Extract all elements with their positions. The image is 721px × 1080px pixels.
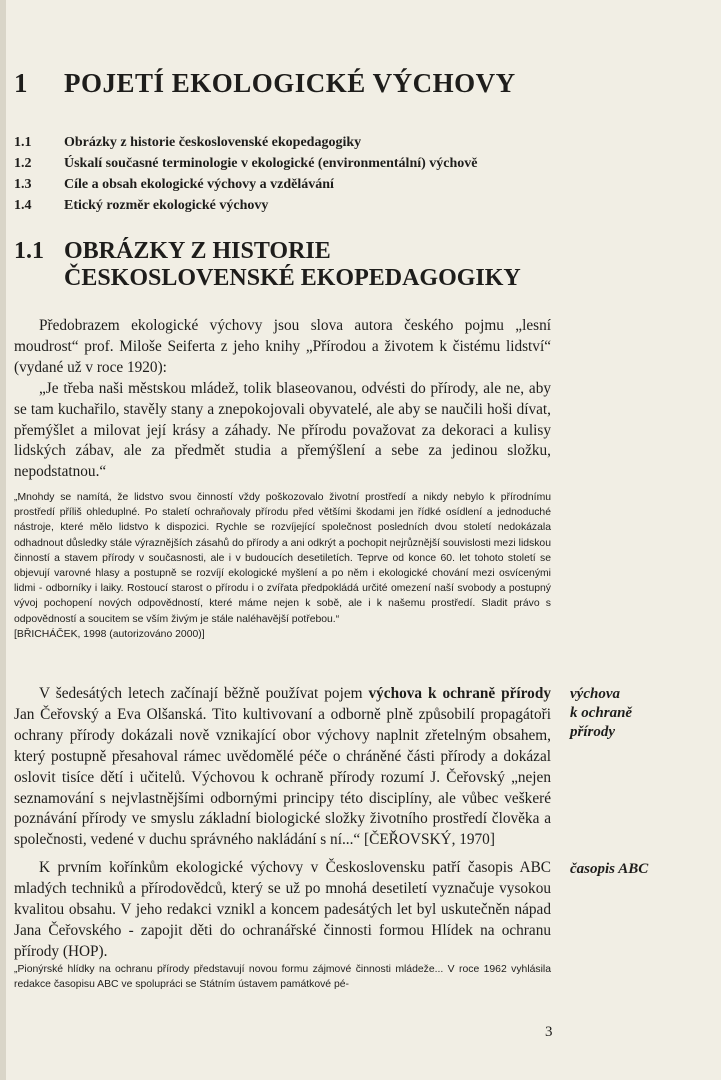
ochrana-text-rest: Jan Čeřovský a Eva Olšanská. Tito kultivovaní a odborně plně způsobilí propagátoři ochrany přírody dokázali nově vznikající obor výchovy naplnit zřetelným obsahem, který postupně přesahoval rámec uvědomělé péče o chráněné části přírody a dokázal oslovit tisíce dětí i učitelů. Výchovou k ochraně přírody rozumí J. Čeřovský „nejen seznamování s nejvlastnějšími odbornými principy této disciplíny, ale vůbec veškeré poznávání přírody ve smyslu základní biologické složky životního prostředí člověka a společnosti, vedené v duchu správného nakládání s ní...“ [ČEŘOVSKÝ, 1970] <box>14 705 551 849</box>
toc-item <box>14 174 478 195</box>
intro-paragraph: Předobrazem ekologické výchovy jsou slova autora českého pojmu „lesní moudrost“ prof. Miloše Seiferta z jeho knihy „Přírodou a životem k čistému lidství“ (vydané už v roce 1920): <box>14 317 551 376</box>
margin-note-line: přírody <box>570 724 615 740</box>
intro-block <box>14 316 551 483</box>
page-binding-edge <box>0 0 6 1080</box>
section-title-line2: ČESKOSLOVENSKÉ EKOPEDAGOGIKY <box>64 265 521 291</box>
section-heading <box>14 238 521 292</box>
page-number: 3 <box>545 1024 553 1040</box>
toc-item-number: 1.2 <box>14 156 32 171</box>
toc-item <box>14 195 478 216</box>
margin-note-line: výchova <box>570 686 620 702</box>
ochrana-block <box>14 684 551 851</box>
table-of-contents <box>14 132 478 216</box>
toc-item-title: Cíle a obsah ekologické výchovy a vzdělávání <box>64 177 334 192</box>
seifert-quote: „Je třeba naši městskou mládež, tolik blaseovanou, odvésti do přírody, ale ne, aby se tam kuchařilo, stavěly stany a znepokojovali obyvatelé, ale aby se naučili hoši dívat, přemýšlet a milovat její krásy a záhady. Ne přírodu považovat za dekoraci a kulisy lidských zábav, ale za předmět studia a přemýšlení a sebe za jedinou složku, nepodstatnou.“ <box>14 379 551 481</box>
ochrana-paragraph <box>14 684 551 851</box>
section-title-line1: OBRÁZKY Z HISTORIE <box>64 238 331 264</box>
hlidky-quote-block <box>14 962 551 992</box>
margin-note-line: k ochraně <box>570 705 633 721</box>
brichacek-citation: [BŘICHÁČEK, 1998 (autorizováno 2000)] <box>14 628 205 640</box>
ochrana-text-start: V šedesátých letech začínají běžně používat pojem <box>39 685 369 702</box>
toc-item <box>14 132 478 153</box>
brichacek-quote-block <box>14 490 551 642</box>
toc-item-number: 1.1 <box>14 135 32 150</box>
section-number: 1.1 <box>14 238 44 264</box>
brichacek-quote: „Mnohdy se namítá, že lidstvo svou činností vždy poškozovalo životní prostředí a nikdy nebylo k přírodnímu prostředí příliš ohleduplné. Po staletí ochraňovaly přírodu před většími škodami jen řídké osídlení a jednoduché nástroje, které mělo lidstvo k dispozici. Rychle se rozvíjející společnost posledních dvou století nedokázala odhadnout důsledky stále výraznějších zásahů do přírody a ani odkrýt a pochopit nejrůznější souvislosti mezi lidskou činností a stavem přírody v současnosti, ale i v budoucích desetiletích. Teprve od konce 60. let tohoto století se objevují varovné hlasy a postupně se rozvíjí ekologické myšlení a po něm i ekologické chování mezi osvícenými lidmi - odborníky i laiky. Rostoucí starost o přírodu i o zvířata předpokládá určité omezení naší svobody a postupný vývoj pochopení nových odpovědností, které máme nejen k sobě, ale i k našemu prostředí. Sladit právo s odpovědností a soucitem se vším živým je stále naléhavější potřebou.“ <box>14 492 551 625</box>
toc-item-number: 1.3 <box>14 177 32 192</box>
margin-note-abc: časopis ABC <box>570 861 649 877</box>
hlidky-quote: „Pionýrské hlídky na ochranu přírody představují novou formu zájmové činnosti mládeže... V roce 1962 vyhlásila redakce časopisu ABC ve spolupráci se Státním ústavem památkové pé- <box>14 964 551 991</box>
toc-item-title: Obrázky z historie československé ekopedagogiky <box>64 135 362 150</box>
abc-paragraph: K prvním kořínkům ekologické výchovy v Československu patří časopis ABC mladých techniků a přírodovědců, který se už po mnohá desetiletí vyznačuje vysokou kvalitou obsahu. V jeho redakci vznikl a koncem padesátých let byl uskutečněn nápad Jana Čeřovského - zapojit děti do ochranářské činnosti formou Hlídek na ochranu přírody (HOP). <box>14 859 551 960</box>
chapter-heading <box>14 68 516 99</box>
ochrana-term: výchova k ochraně přírody <box>368 685 551 702</box>
abc-block <box>14 858 551 963</box>
chapter-number: 1 <box>14 68 28 98</box>
margin-note-vychova <box>570 685 632 742</box>
toc-item-title: Úskalí současné terminologie v ekologické (environmentální) výchově <box>64 156 478 171</box>
chapter-title: POJETÍ EKOLOGICKÉ VÝCHOVY <box>64 68 516 98</box>
toc-item-title: Etický rozměr ekologické výchovy <box>64 198 269 213</box>
toc-item <box>14 153 478 174</box>
toc-item-number: 1.4 <box>14 198 32 213</box>
